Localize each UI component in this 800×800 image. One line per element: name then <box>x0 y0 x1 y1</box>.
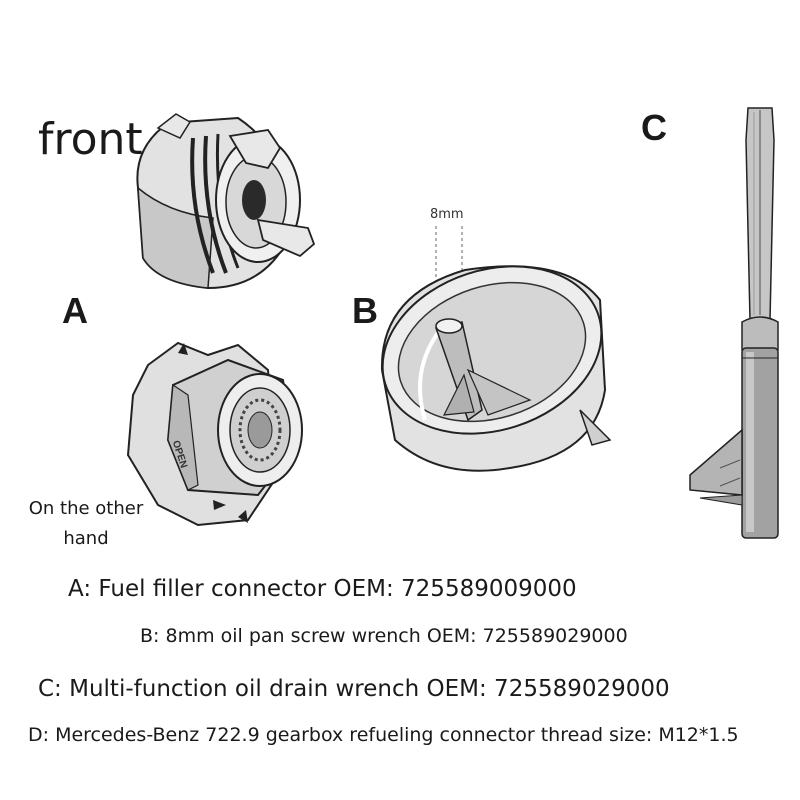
caption-b: B: 8mm oil pan screw wrench OEM: 725589029000 <box>140 625 628 647</box>
open-marking: OPEN <box>169 439 189 470</box>
figure-letter-b: B <box>352 290 378 331</box>
front-label: front <box>38 114 143 165</box>
caption-c: C: Multi-function oil drain wrench OEM: 725589029000 <box>38 676 670 702</box>
caption-a: A: Fuel filler connector OEM: 725589009000 <box>68 576 577 602</box>
oil-drain-wrench-illustration <box>680 100 790 550</box>
connector-front-illustration <box>118 108 318 298</box>
other-hand-label: On the other hand <box>28 498 144 549</box>
dimension-label: 8mm <box>430 207 464 222</box>
caption-d: D: Mercedes-Benz 722.9 gearbox refueling connector thread size: M12*1.5 <box>28 724 739 746</box>
figure-letter-a: A <box>62 290 88 331</box>
oil-pan-wrench-illustration <box>370 200 620 500</box>
figure-letter-c: C <box>641 107 667 148</box>
connector-back-illustration <box>118 335 318 530</box>
